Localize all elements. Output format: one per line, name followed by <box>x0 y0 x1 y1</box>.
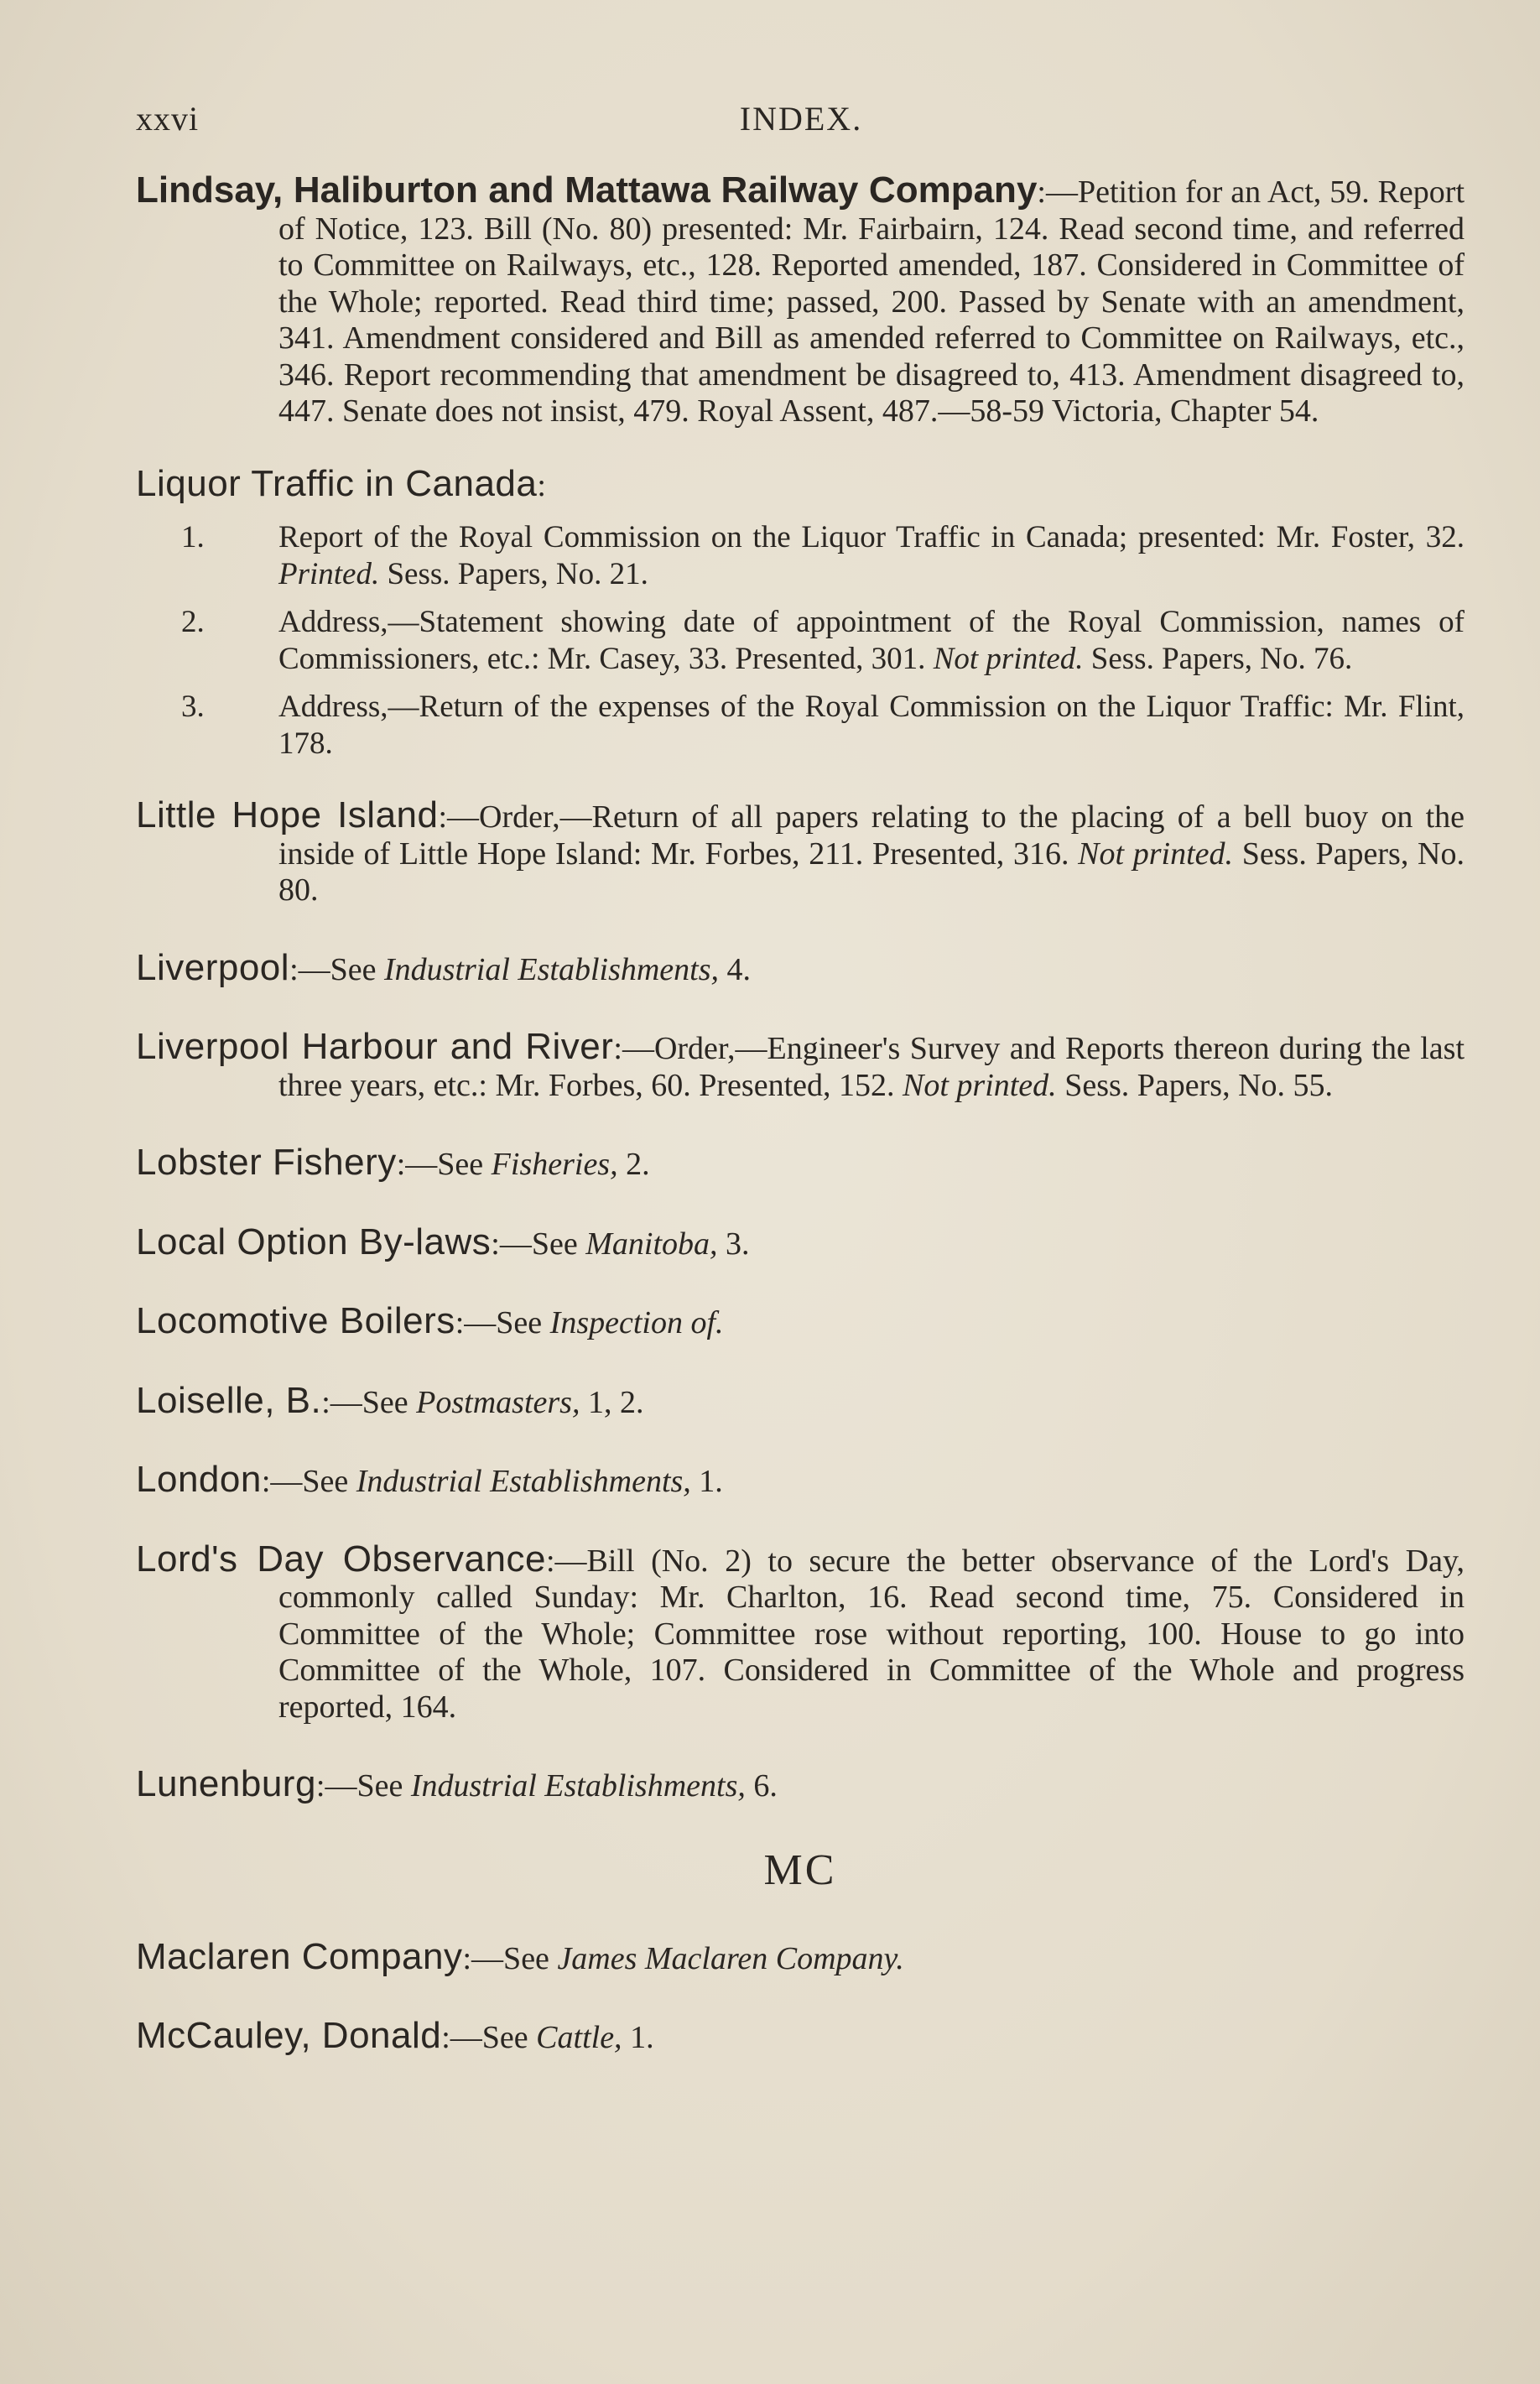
index-entry-london <box>136 1461 1465 1501</box>
entry-headword: Liverpool Harbour and River <box>136 1026 614 1067</box>
index-entry-mccauley <box>136 2017 1465 2057</box>
item-text: Address,—Statement showing date of appointment of the Royal Commission, names of Commissioners, etc.: Mr. Casey, 33. Presented, 301. <box>278 605 1465 676</box>
index-entry-liverpool <box>136 946 1465 989</box>
item-number: 2. <box>181 605 205 639</box>
entry-text: :—See <box>455 1305 550 1340</box>
entry-headword: London <box>136 1459 262 1500</box>
index-entry-loiselle <box>136 1379 1465 1422</box>
item-italic: Printed. <box>278 556 380 591</box>
section-heading: MC <box>763 1845 837 1894</box>
cross-reference: James Maclaren Company. <box>557 1940 904 1976</box>
entry-text-end: 2. <box>617 1147 650 1182</box>
entry-headword: Lindsay, Haliburton and Mattawa Railway Company <box>136 169 1038 211</box>
entry-text: :—Order,—Return of all papers relating to the placing of a bell buoy on the inside of Little Hope Island: Mr. Forbes, 211. Presented, 316. <box>278 799 1465 872</box>
entry-text: :—See <box>321 1384 417 1420</box>
cross-reference: Postmasters, <box>416 1384 580 1420</box>
entry-headword: Liverpool <box>136 946 290 988</box>
index-entry-local-option <box>136 1221 1465 1263</box>
entry-headword: Lunenburg <box>136 1763 316 1804</box>
entry-text: :—See <box>491 1226 586 1262</box>
index-entry-maclaren <box>136 1935 1465 1978</box>
entry-text: :—See <box>441 2020 537 2055</box>
entry-headword: Loiselle, B. <box>136 1379 322 1421</box>
entry-italic: Not printed. <box>1078 835 1234 872</box>
index-entry-liverpool-harbour <box>136 1028 1465 1104</box>
entry-text: :—Order,—Engineer's Survey and Reports thereon during the last three years, etc.: Mr. Forbes, 60. Presented, 152. <box>278 1031 1465 1103</box>
entry-headword: Local Option By-laws <box>136 1221 492 1262</box>
entry-text-end: Sess. Papers, No. 55. <box>1056 1067 1334 1103</box>
index-entry-lunenburg <box>136 1763 1465 1805</box>
entry-text: :—Petition for an Act, 59. Report of Notice, 123. Bill (No. 80) presented: Mr. Fairbairn, 124. Read second time, and referred to Committee on Railways, etc., 128. Reported amended, 187. Considered in Committee of the Whole; reported. Read third time; passed, 200. Passed by Senate with an amendment, 341. Amendment considered and Bill as amended referred to Committee on Railways, etc., 346. Report recommending that amendment be disagreed to, 413. Amendment disagreed to, 447. Senate does not insist, 479. Royal Assent, 487.—58-59 Victoria, Chapter 54. <box>278 174 1465 429</box>
entry-text: : <box>537 467 546 503</box>
entry-text-end: 1. <box>690 1464 723 1499</box>
running-head <box>136 99 1466 141</box>
list-item <box>136 604 1465 677</box>
index-entry-little-hope-island <box>136 794 1465 909</box>
index-body <box>136 169 1465 2057</box>
entry-text-end: 6. <box>745 1768 778 1804</box>
entry-headword: McCauley, Donald <box>136 2015 442 2056</box>
cross-reference: Fisheries, <box>491 1147 618 1182</box>
entry-italic: Not printed. <box>903 1067 1057 1103</box>
entry-headword: Liquor Traffic in Canada <box>136 462 538 504</box>
entry-text: :—Bill (No. 2) to secure the better observance of the Lord's Day, commonly called Sunday: Mr. Charlton, 16. Read second time, 75. Considered in Committee of the Whole; Committee rose without reporting, 100. House to go into Committee of the Whole, 107. Considered in Committee of the Whole and progress reported, 164. <box>278 1543 1465 1725</box>
entry-text-end: 1. <box>622 2020 654 2055</box>
entry-headword: Little Hope Island <box>136 794 439 835</box>
index-entry-lobster-fishery <box>136 1144 1465 1184</box>
cross-reference: Manitoba, <box>585 1226 718 1262</box>
entry-text-end: 4. <box>719 951 752 987</box>
entry-text: :—See <box>289 951 384 987</box>
entry-text: :—See <box>261 1464 356 1499</box>
entry-text-end: 1, 2. <box>580 1384 644 1420</box>
cross-reference: Inspection of. <box>549 1305 724 1340</box>
item-number: 3. <box>181 690 205 724</box>
entry-text: :—See <box>315 1768 411 1804</box>
item-number: 1. <box>181 520 205 554</box>
entry-headword: Locomotive Boilers <box>136 1300 455 1341</box>
item-text-end: Sess. Papers, No. 76. <box>1083 641 1353 676</box>
page-title: INDEX. <box>739 100 863 138</box>
index-entry-liquor-traffic <box>136 462 1465 505</box>
cross-reference: Industrial Establishments, <box>384 951 720 987</box>
entry-headword: Lobster Fishery <box>136 1142 397 1183</box>
cross-reference: Cattle, <box>536 2020 622 2055</box>
index-entry-locomotive-boilers <box>136 1300 1465 1342</box>
cross-reference: Industrial Establishments, <box>356 1464 691 1499</box>
page-number: xxvi <box>136 100 200 138</box>
index-entry-lords-day <box>136 1538 1465 1726</box>
entry-headword: Lord's Day Observance <box>136 1538 546 1580</box>
cross-reference: Industrial Establishments, <box>410 1768 746 1804</box>
entry-text: :—See <box>396 1147 492 1182</box>
entry-text: :—See <box>462 1940 558 1976</box>
entry-headword: Maclaren Company <box>136 1935 463 1977</box>
item-text-end: Sess. Papers, No. 21. <box>379 556 648 591</box>
index-entry-lindsay <box>136 169 1465 430</box>
entry-text-end: Sess. Papers, No. 80. <box>278 835 1465 908</box>
list-item <box>136 689 1465 762</box>
item-italic: Not printed. <box>933 641 1084 676</box>
item-text: Report of the Royal Commission on the Liquor Traffic in Canada; presented: Mr. Foster, 32. <box>278 520 1465 554</box>
item-text: Address,—Return of the expenses of the Royal Commission on the Liquor Traffic: Mr. Flint, 178. <box>278 690 1465 761</box>
list-item <box>136 519 1465 592</box>
entry-text-end: 3. <box>717 1226 750 1262</box>
